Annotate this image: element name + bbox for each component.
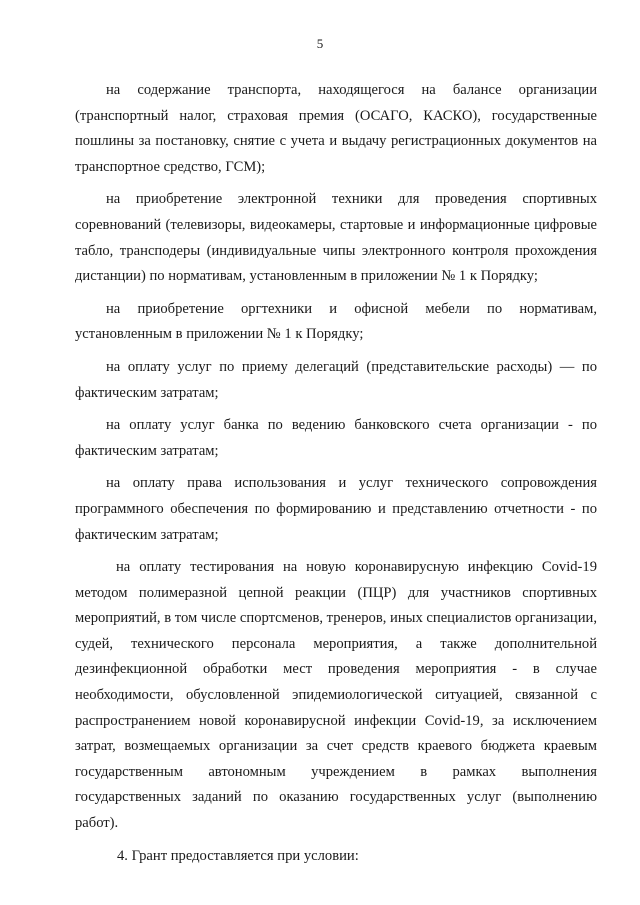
- paragraph-electronic-equipment: на приобретение электронной техники для проведения спортивных соревнований (телевизоры, видеокамеры, стартовые и информационные цифровые табло, трансподеры (индивидуальные чипы электронного контроля прохождения дистанции) по нормативам, установленным в приложении № 1 к Порядку;: [75, 191, 597, 285]
- page-number: 5: [316, 36, 324, 51]
- paragraph-bank-services: на оплату услуг банка по ведению банковского счета организации - по фактическим затратам;: [75, 417, 597, 459]
- paragraph-delegation-services: на оплату услуг по приему делегаций (представительские расходы) — по фактическим затратам;: [75, 358, 597, 401]
- paragraph-software-support: на оплату права использования и услуг технического сопровождения программного обеспечения по формированию и представлению отчетности - по фактическим затратам;: [75, 475, 597, 543]
- paragraph-covid-testing: на оплату тестирования на новую коронавирусную инфекцию Covid-19 методом полимеразной цепной реакции (ПЦР) для участников спортивных мероприятий, в том числе спортсменов, тренеров, иных специалистов организации, судей, технического персонала мероприятия, а также дополнительной дезинфекционной обработки мест проведения мероприятия - в случае необходимости, обусловленной эпидемиологической ситуацией, связанной с распространением новой коронавирусной инфекции Covid-19, за исключением затрат, возмещаемых организации за счет средств краевого бюджета краевым государственным автономным учреждением в рамках выполнения государственных заданий по оказанию государственных услуг (выполнению работ).: [75, 559, 597, 832]
- paragraph-grant-condition: 4. Грант предоставляется при условии:: [117, 847, 359, 864]
- paragraph-office-equipment: на приобретение оргтехники и офисной мебели по нормативам, установленным в приложении № 1 к Порядку;: [75, 300, 597, 343]
- paragraph-transport-maintenance: на содержание транспорта, находящегося на балансе организации (транспортный налог, страховая премия (ОСАГО, КАСКО), государственные пошлины за постановку, снятие с учета и выдачу регистрационных документов на транспортное средство, ГСМ);: [75, 82, 597, 175]
- document-body: [75, 78, 597, 876]
